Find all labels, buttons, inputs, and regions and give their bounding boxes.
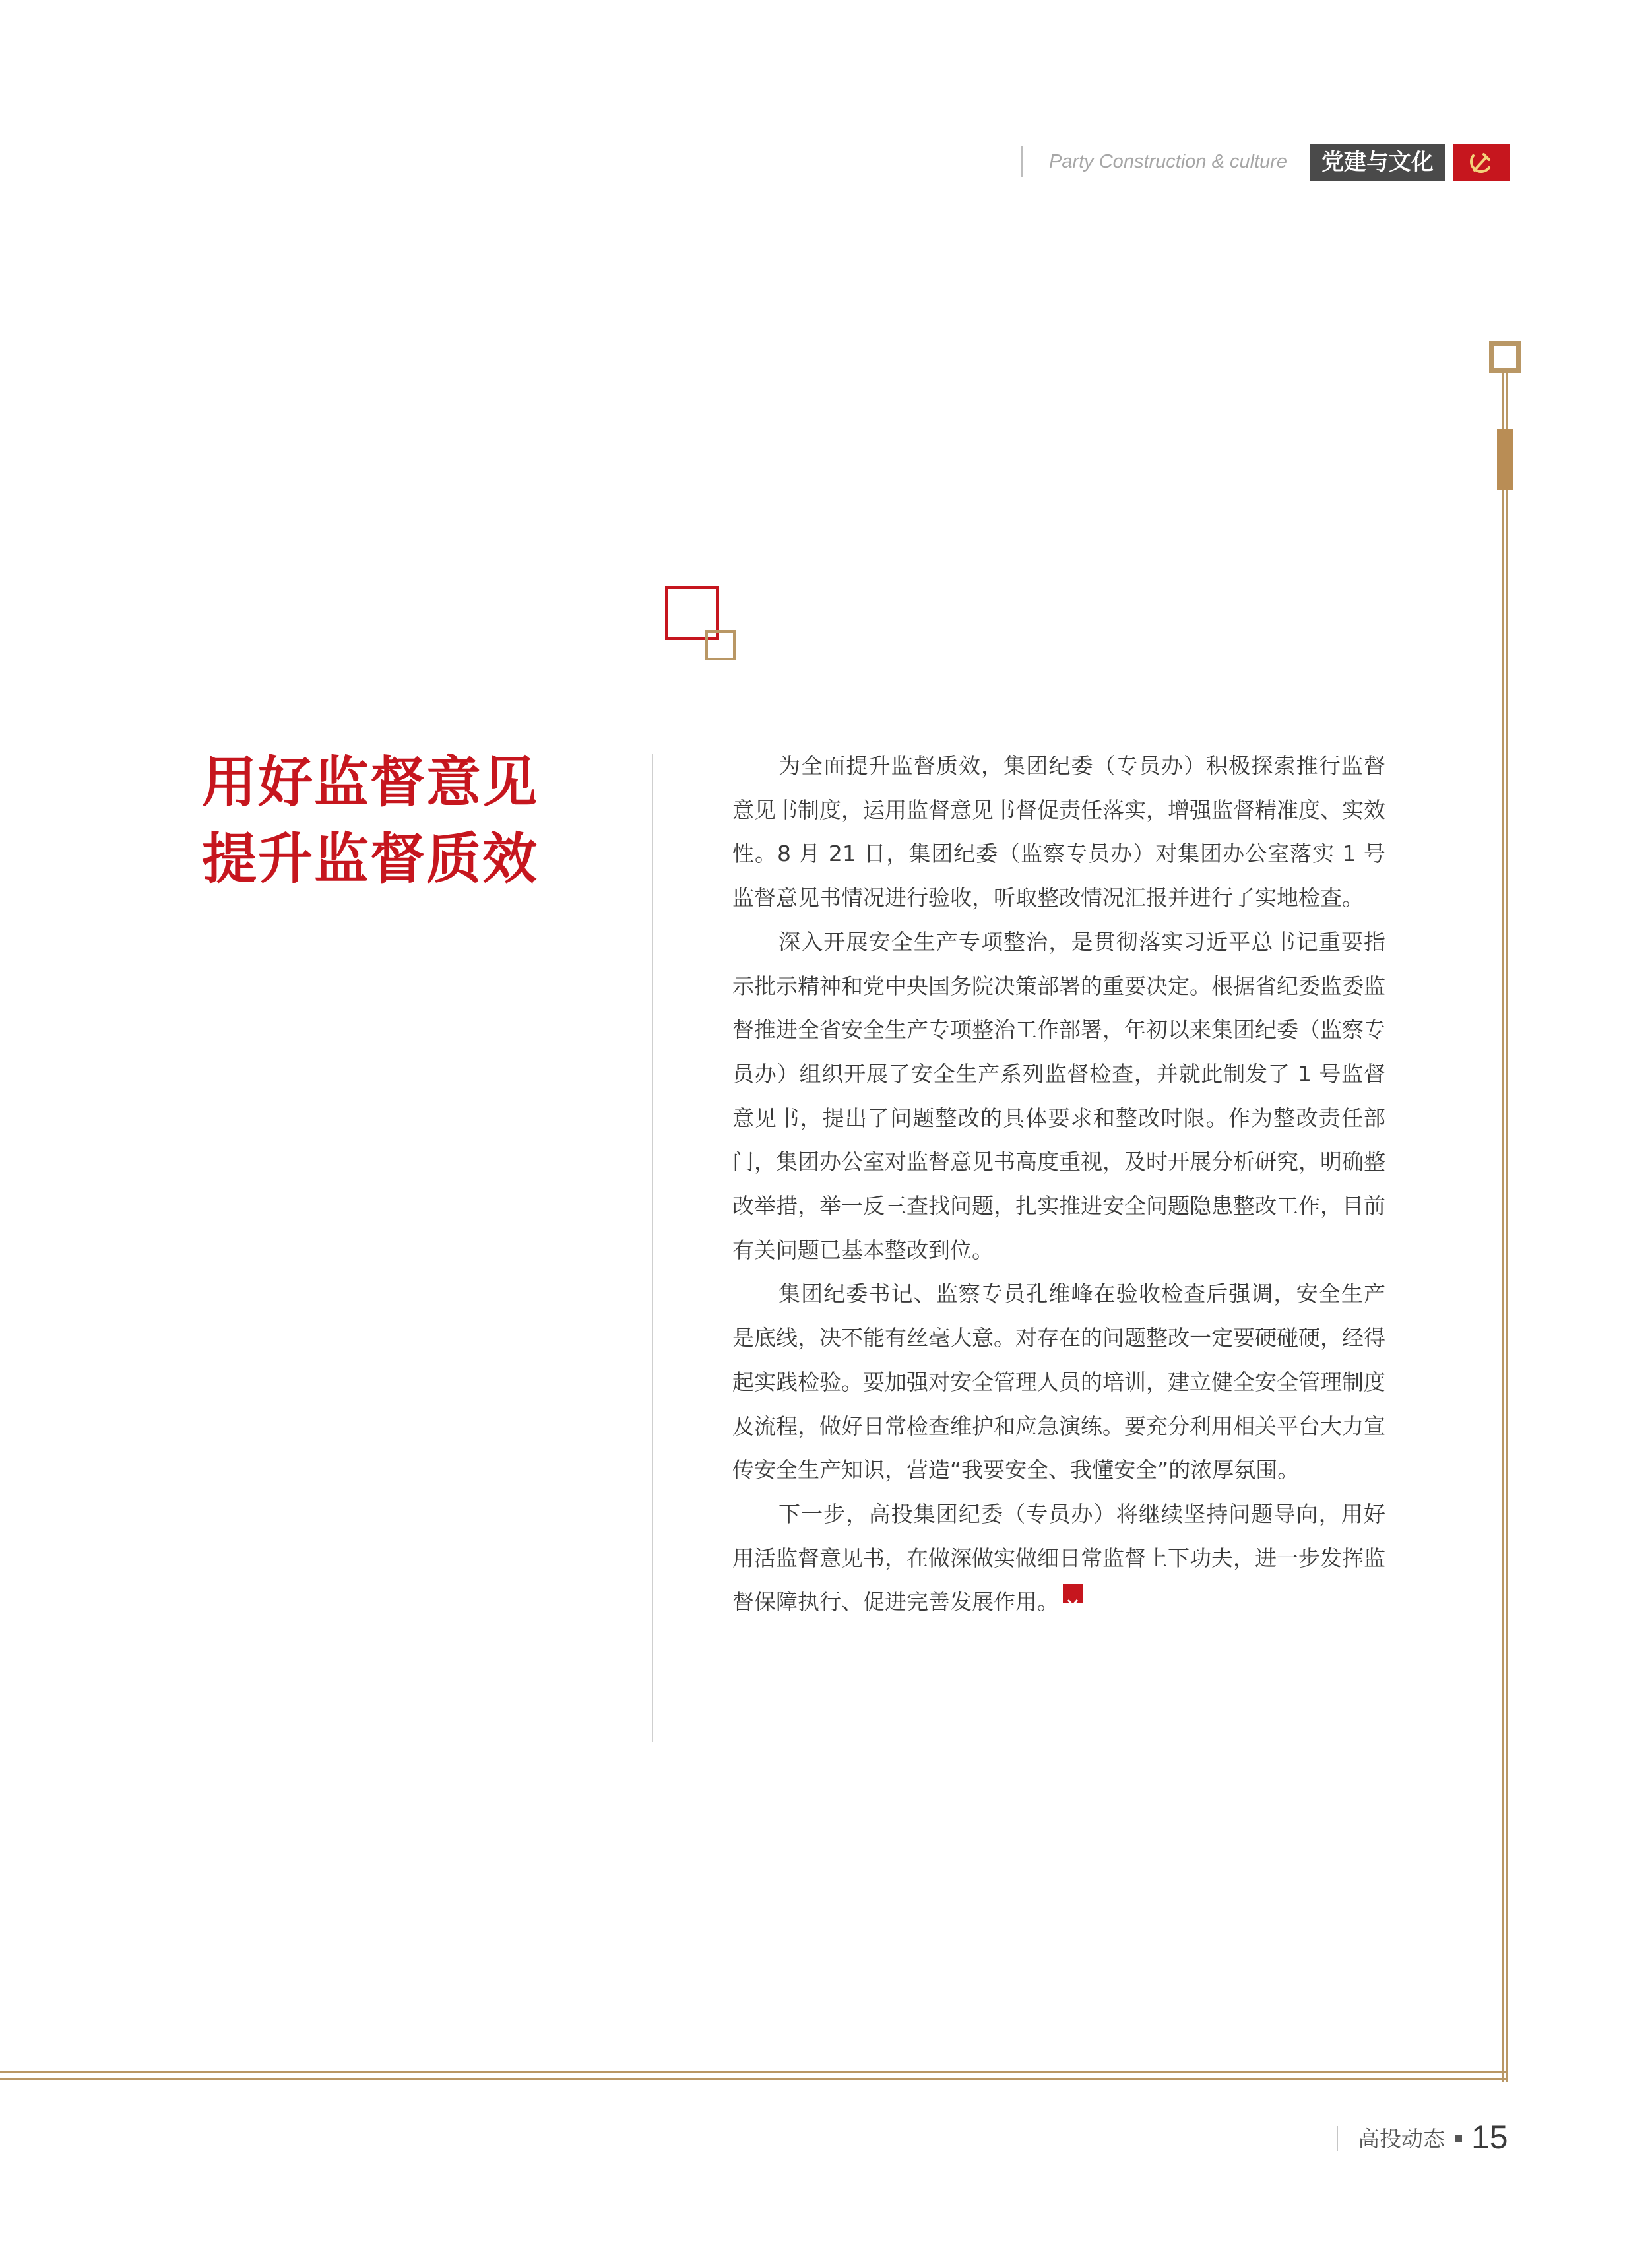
- paragraph-4-text: 下一步，高投集团纪委（专员办）将继续坚持问题导向，用好用活监督意见书，在做深做实做细日常监督上下功夫，进一步发挥监督保障执行、促进完善发展作用。: [732, 1500, 1385, 1615]
- article-body: [732, 744, 1385, 1625]
- paragraph-3: 集团纪委书记、监察专员孔维峰在验收检查后强调，安全生产是底线，决不能有丝毫大意。对存在的问题整改一定要硬碰硬，经得起实践检验。要加强对安全管理人员的培训，建立健全安全管理制度及流程，做好日常检查维护和应急演练。要充分利用相关平台大力宣传安全生产知识，营造“我要安全、我懂安全”的浓厚氛围。: [732, 1281, 1385, 1483]
- party-emblem-icon: [1453, 144, 1510, 181]
- article-title: [202, 744, 571, 897]
- frame-corner-square: [1489, 341, 1521, 373]
- paragraph-4: [732, 1493, 1385, 1625]
- frame-vertical-line: [1502, 372, 1508, 2082]
- title-line-1: 用好监督意见: [202, 750, 538, 814]
- header-divider: [1021, 146, 1023, 177]
- decorative-gold-square: [705, 630, 736, 660]
- footer-bullet: [1455, 2135, 1462, 2142]
- section-title-badge: 党建与文化: [1310, 144, 1445, 181]
- title-line-2: 提升监督质效: [202, 827, 538, 891]
- column-divider: [652, 754, 653, 1742]
- frame-horizontal-line: [0, 2071, 1508, 2080]
- end-mark-icon: [1063, 1584, 1083, 1603]
- frame-accent-bar: [1497, 429, 1513, 490]
- section-title-en: Party Construction & culture: [1049, 151, 1288, 172]
- page-number: 15: [1471, 2119, 1508, 2156]
- publication-name: 高投动态: [1358, 2126, 1445, 2152]
- paragraph-2: 深入开展安全生产专项整治，是贯彻落实习近平总书记重要指示批示精神和党中央国务院决策部署的重要决定。根据省纪委监委监督推进全省安全生产专项整治工作部署，年初以来集团纪委（监察专员办）组织开展了安全生产系列监督检查，并就此制发了 1 号监督意见书，提出了问题整改的具体要求和整改时限。作为整改责任部门，集团办公室对监督意见书高度重视，及时开展分析研究，明确整改举措，举一反三查找问题，扎实推进安全问题隐患整改工作，目前有关问题已基本整改到位。: [732, 928, 1385, 1263]
- paragraph-1: 为全面提升监督质效，集团纪委（专员办）积极探索推行监督意见书制度，运用监督意见书督促责任落实，增强监督精准度、实效性。8 月 21 日，集团纪委（监察专员办）对集团办公室落实 1 号监督意见书情况进行验收，听取整改情况汇报并进行了实地检查。: [732, 753, 1385, 911]
- footer-divider: [1337, 2126, 1338, 2151]
